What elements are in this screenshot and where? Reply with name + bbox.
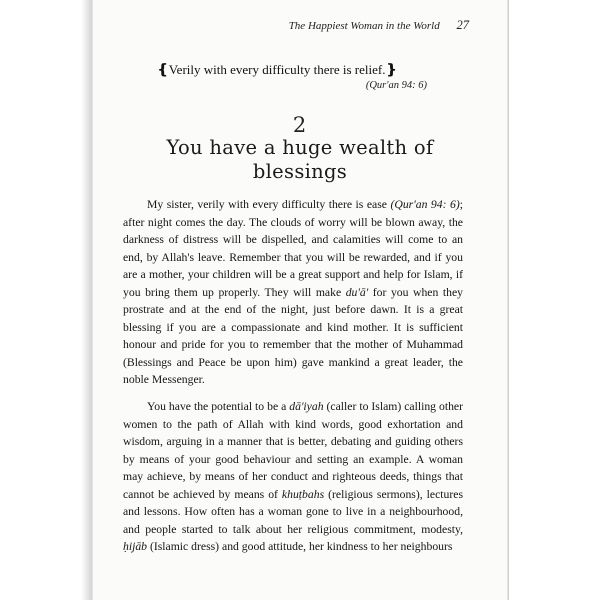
chapter-title: [93, 136, 507, 184]
paragraph-text: (Islamic dress) and good attitude, her kindness to her neighbours: [147, 540, 453, 554]
paragraph-text: ; after night comes the day. The clouds of worry will be blown away, the darkness of distress will be dispelled, and calamities will come to an end, by Allah's leave. Remember that you will be rewarded, and if you are a mother, your children will be a great support and help for Islam, if you bring them up properly. They will make: [123, 198, 463, 299]
paragraph-text: My sister, verily with every difficulty there is ease: [147, 198, 391, 211]
paragraph-text: for you when they prostrate and at the end of the night, just before dawn. It is a great blessing if you are a compassionate and kind mother. It is sufficient honour and pride for you to remember that the mother of Muhammad (Blessings and Peace be upon him) gave mankind a great leader, the noble Messenger.: [123, 285, 463, 387]
paragraph-2: [123, 398, 463, 556]
paragraph-text: You have the potential to be a: [147, 400, 290, 414]
running-head-title: The Happiest Woman in the World: [288, 20, 440, 32]
page-number: 27: [456, 18, 469, 32]
arabic-term: khuṭbahs: [281, 487, 325, 501]
running-head: [93, 18, 469, 33]
verse-reference: (Qur'an 94: 6): [365, 80, 427, 91]
opening-verse: [157, 62, 447, 79]
verse-open-ornament: ❴: [157, 63, 169, 78]
body-text: [123, 196, 463, 556]
paragraph-1: [123, 196, 463, 389]
chapter-title-line-2: blessings: [252, 160, 348, 183]
verse-text: Verily with every difficulty there is relief.: [168, 62, 386, 77]
book-spine-shadow: [81, 0, 93, 600]
chapter-title-line-1: You have a huge wealth of: [166, 136, 434, 159]
paragraph-text: (religious sermons), lectures and lessons. How often has a woman gone to live in a neighbourhood, and people started to talk about her religious commitment, modesty,: [123, 487, 463, 536]
arabic-term: dā'iyah: [289, 400, 324, 414]
paragraph-text: (caller to Islam) calling other women to the path of Allah with kind words, good exhortation and wisdom, arguing in a manner that is better, debating and guiding others by means of your good behaviour and setting an example. A woman may achieve, by means of her conduct and righteous deeds, things that cannot be achieved by means of: [123, 400, 463, 501]
arabic-term: du'ā': [345, 285, 369, 299]
arabic-term: ḥijāb: [123, 540, 148, 554]
quran-reference: (Qur'an 94: 6): [390, 198, 460, 211]
chapter-number: 2: [292, 113, 308, 137]
book-page: [93, 0, 507, 600]
verse-close-ornament: ❵: [385, 63, 398, 78]
